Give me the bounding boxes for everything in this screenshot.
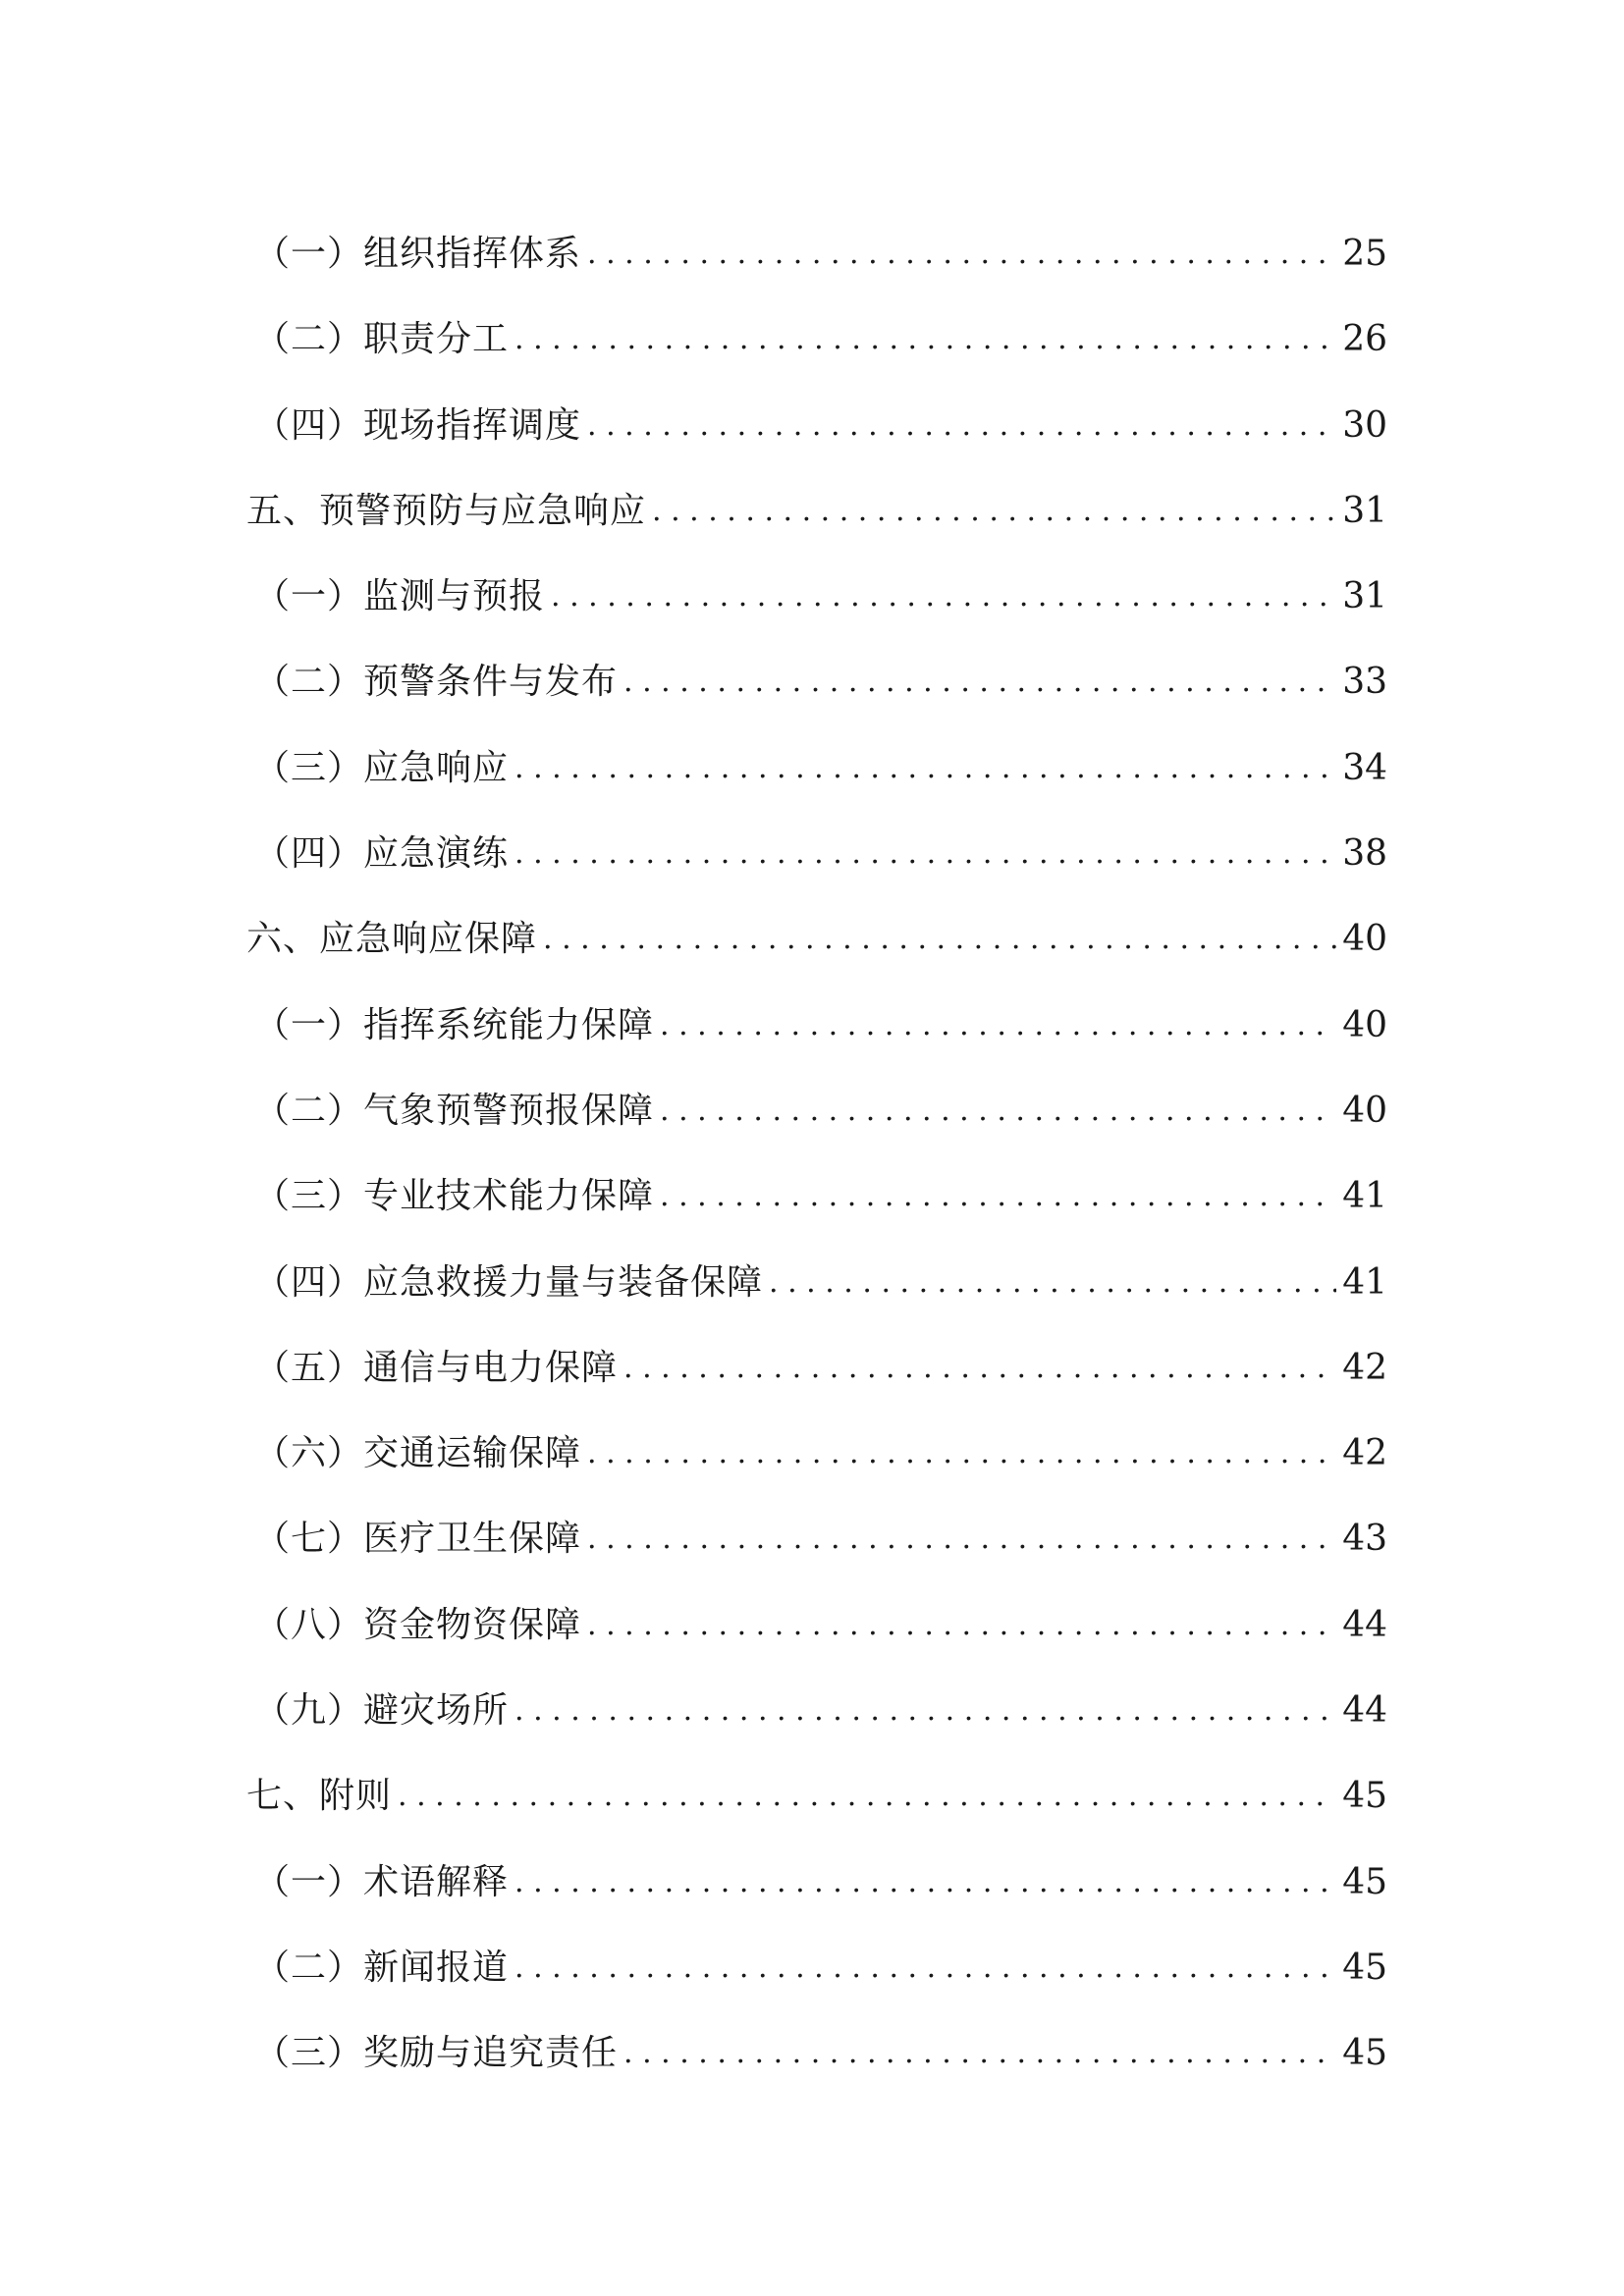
toc-entry[interactable] [246,725,1387,811]
toc-entry[interactable] [246,1411,1387,1496]
toc-entry-label: （三）应急响应 [254,747,510,788]
toc-leader-dots [652,468,1336,554]
toc-entry-page: 41 [1342,1176,1387,1217]
toc-entry-label: 六、应急响应保障 [246,919,538,960]
toc-leader-dots [543,896,1336,982]
toc-entry-page: 34 [1342,747,1387,788]
toc-entry[interactable] [246,296,1387,382]
toc-entry-label: （四）应急救援力量与装备保障 [254,1261,764,1303]
toc-entry[interactable] [246,2010,1387,2096]
toc-leader-dots [587,1582,1336,1668]
toc-entry-page: 38 [1342,833,1387,875]
toc-entry-label: （三）专业技术能力保障 [254,1176,655,1217]
toc-entry[interactable] [246,1153,1387,1239]
toc-entry-label: （八）资金物资保障 [254,1604,582,1645]
toc-entry-page: 42 [1342,1433,1387,1474]
toc-entry-label: （二）预警条件与发布 [254,662,619,703]
toc-entry[interactable] [246,896,1387,982]
toc-entry-label: （二）新闻报道 [254,1947,510,1988]
toc-entry-label: （六）交通运输保障 [254,1433,582,1474]
toc-entry-label: （一）指挥系统能力保障 [254,1004,655,1045]
toc-entry[interactable] [246,1496,1387,1581]
table-of-contents [246,211,1387,2097]
toc-entry-page: 45 [1342,2033,1387,2074]
toc-entry[interactable] [246,1668,1387,1753]
toc-entry[interactable] [246,639,1387,724]
toc-leader-dots [660,983,1336,1068]
toc-entry[interactable] [246,1840,1387,1925]
toc-leader-dots [587,1496,1336,1581]
toc-entry-label: 七、附则 [246,1776,393,1817]
toc-entry-page: 33 [1342,662,1387,703]
toc-entry-page: 26 [1342,319,1387,360]
toc-entry-label: （二）职责分工 [254,319,510,360]
toc-entry-page: 40 [1342,1090,1387,1131]
toc-leader-dots [514,296,1336,382]
toc-leader-dots [769,1240,1336,1325]
toc-entry-label: （九）避灾场所 [254,1690,510,1732]
toc-entry[interactable] [246,1325,1387,1411]
toc-leader-dots [623,1325,1336,1411]
toc-entry-page: 40 [1342,919,1387,960]
toc-leader-dots [514,725,1336,811]
toc-entry[interactable] [246,1240,1387,1325]
toc-entry-page: 31 [1342,490,1387,531]
toc-leader-dots [551,554,1336,639]
toc-entry-label: （一）组织指挥体系 [254,234,582,274]
toc-entry-label: （三）奖励与追究责任 [254,2033,619,2074]
toc-entry[interactable] [246,1753,1387,1839]
toc-entry-page: 44 [1342,1690,1387,1732]
toc-leader-dots [587,383,1336,468]
toc-entry[interactable] [246,1925,1387,2010]
toc-entry[interactable] [246,1068,1387,1153]
toc-leader-dots [623,639,1336,724]
toc-entry-label: （四）现场指挥调度 [254,404,582,446]
toc-entry-label: （七）医疗卫生保障 [254,1519,582,1560]
toc-entry-page: 44 [1342,1604,1387,1645]
toc-entry-label: （一）术语解释 [254,1861,510,1902]
toc-entry[interactable] [246,383,1387,468]
toc-entry-label: （一）监测与预报 [254,576,546,617]
toc-entry[interactable] [246,811,1387,896]
toc-leader-dots [514,1668,1336,1753]
toc-entry-page: 41 [1342,1261,1387,1303]
toc-entry-label: （四）应急演练 [254,833,510,875]
toc-entry-page: 31 [1342,576,1387,617]
toc-entry-label: （二）气象预警预报保障 [254,1090,655,1131]
toc-entry-page: 40 [1342,1004,1387,1045]
toc-entry-label: （五）通信与电力保障 [254,1347,619,1388]
toc-leader-dots [514,811,1336,896]
toc-entry-page: 25 [1342,234,1387,274]
toc-entry-page: 42 [1342,1347,1387,1388]
toc-entry-page: 30 [1342,404,1387,446]
toc-leader-dots [398,1753,1336,1839]
toc-entry-page: 45 [1342,1947,1387,1988]
toc-entry[interactable] [246,468,1387,554]
toc-leader-dots [514,1925,1336,2010]
toc-entry-page: 43 [1342,1519,1387,1560]
toc-leader-dots [623,2010,1336,2096]
toc-entry-page: 45 [1342,1776,1387,1817]
toc-leader-dots [587,211,1336,296]
toc-entry-page: 45 [1342,1861,1387,1902]
toc-entry[interactable] [246,983,1387,1068]
toc-entry[interactable] [246,211,1387,296]
toc-entry[interactable] [246,1582,1387,1668]
toc-entry[interactable] [246,554,1387,639]
toc-entry-label: 五、预警预防与应急响应 [246,490,647,531]
toc-leader-dots [587,1411,1336,1496]
toc-leader-dots [660,1153,1336,1239]
toc-leader-dots [660,1068,1336,1153]
toc-leader-dots [514,1840,1336,1925]
